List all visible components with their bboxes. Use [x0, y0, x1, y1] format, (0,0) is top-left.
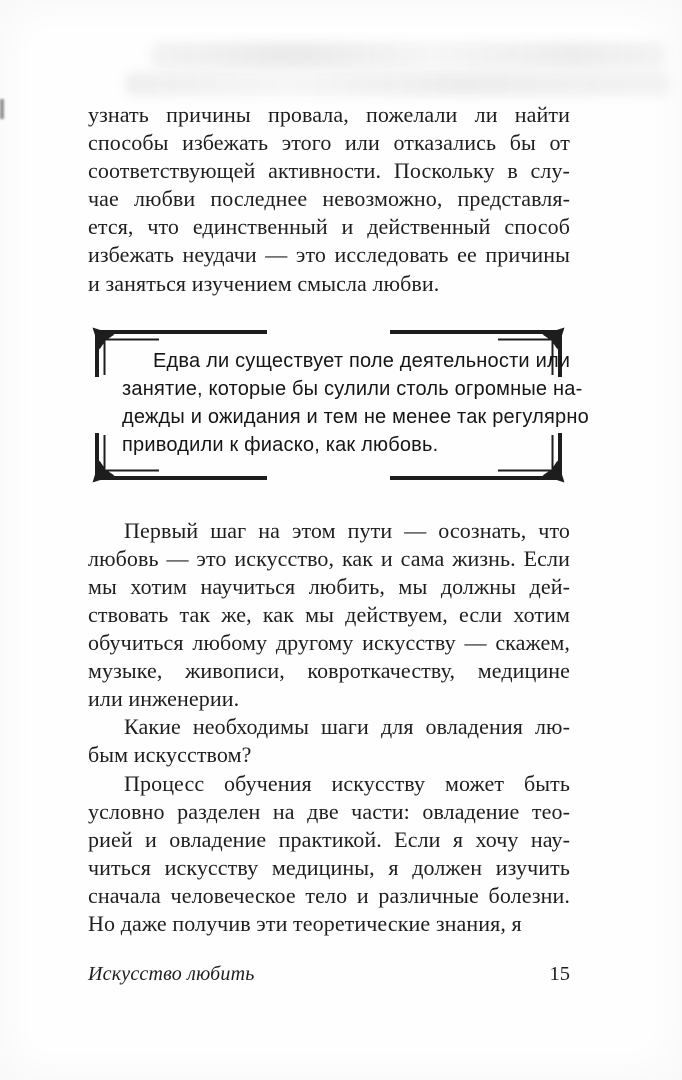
text-line: сначала человеческое тело и различные болезни. — [88, 882, 570, 908]
running-title: Искусство любить — [88, 963, 255, 985]
text-line: дежды и ожидания и тем не менее так регулярно — [122, 405, 589, 428]
quote-text — [122, 347, 589, 459]
text-line: способы избежать этого или отказались бы от — [88, 130, 570, 156]
text-line: мы хотим научиться любить, мы должны дей- — [88, 573, 570, 599]
text-line: бым искусством? — [88, 742, 252, 768]
text-line: обучиться любому другому искусству — скажем, — [88, 630, 570, 656]
text-line: избежать неудачи — это исследовать ее причины — [88, 242, 570, 268]
scan-bleed-through — [125, 72, 670, 96]
text-line: Первый шаг на этом пути — осознать, что — [124, 517, 570, 543]
paragraph — [88, 770, 570, 939]
text-line: приводили к фиаско, как любовь. — [122, 433, 439, 456]
text-line: занятие, которые бы сулили столь огромные на- — [122, 377, 583, 400]
paragraph — [122, 347, 589, 459]
text-line: соответствующей активности. Поскольку в слу- — [88, 158, 570, 184]
page-number: 15 — [549, 963, 570, 985]
text-line: Но даже получив эти теоретические знания, я — [88, 910, 522, 936]
text-line: Едва ли существует поле деятельности или — [153, 349, 571, 372]
text-line: Какие необходимы шаги для овладения лю- — [124, 714, 570, 740]
text-line: рией и овладение практикой. Если я хочу нау- — [88, 826, 570, 852]
pull-quote-block — [95, 330, 589, 480]
text-line: чае любви последнее невозможно, представля- — [88, 186, 570, 212]
text-line: музыке, живописи, ковроткачеству, медицине — [88, 658, 570, 684]
paragraph — [88, 713, 570, 769]
paragraph — [88, 517, 570, 714]
scan-bleed-through — [150, 42, 665, 68]
page-footer — [88, 963, 570, 986]
text-line: условно разделен на две части: овладение тео- — [88, 798, 570, 824]
text-line: ствовать так же, как мы действуем, если хотим — [88, 601, 570, 627]
text-line: и заняться изучением смысла любви. — [88, 270, 440, 296]
paragraph — [88, 101, 570, 298]
text-line: или инженерии. — [88, 686, 240, 712]
text-line: ется, что единственный и действенный способ — [88, 214, 570, 240]
scan-edge-artifact — [0, 99, 4, 119]
text-line: Процесс обучения искусству может быть — [124, 770, 570, 796]
text-line: читься искусству медицины, я должен изучить — [88, 854, 570, 880]
text-line: любовь — это искусство, как и сама жизнь. Если — [88, 545, 570, 571]
top-text-block — [88, 101, 570, 298]
page-content — [88, 101, 589, 938]
text-line: узнать причины провала, пожелали ли найти — [88, 102, 570, 127]
bottom-text-block — [88, 517, 570, 938]
